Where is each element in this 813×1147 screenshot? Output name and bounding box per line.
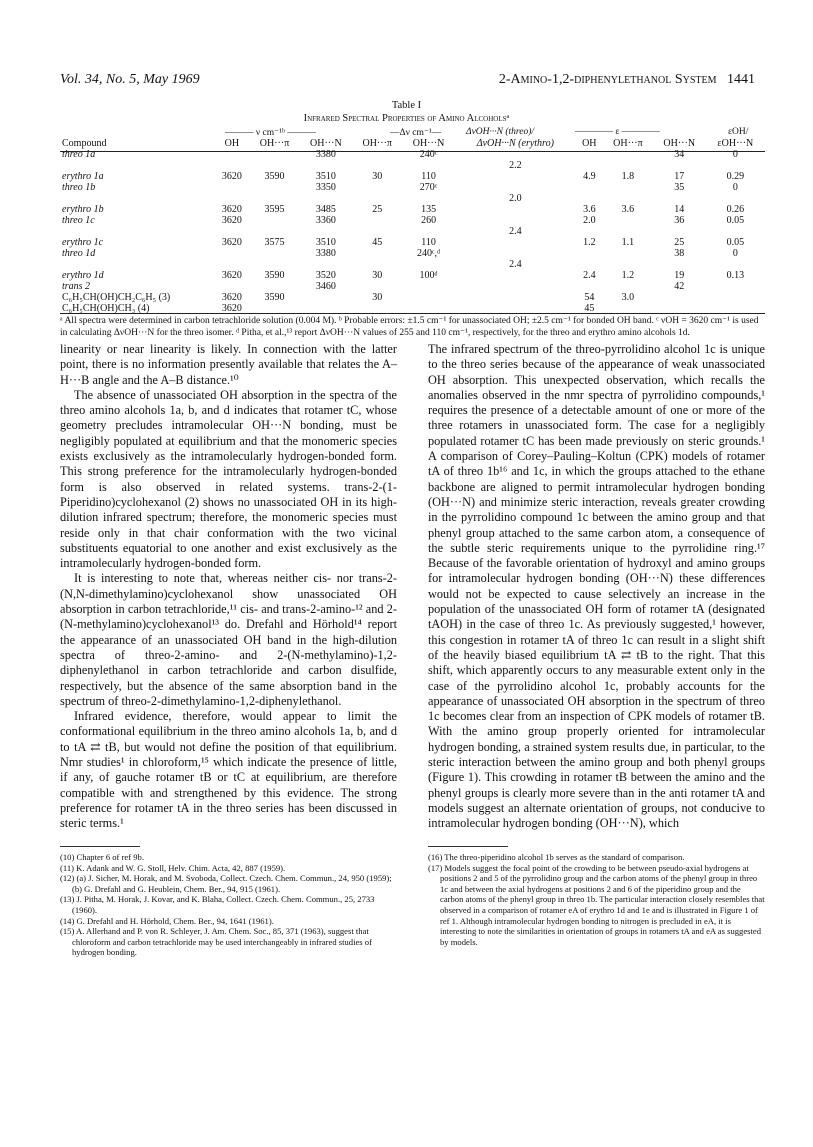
running-title-header [499,72,755,88]
table-row [60,281,765,292]
value-cell [653,259,706,270]
paragraph: Infrared evidence, therefore, would appear to limit the conformational equilibrium in the threo amino alcohols 1a, b, and d to tA ⇄ tB, but would not define the position of that equilibrium. Nmr studies¹ in chloroform,¹⁵ which indicate the presence of little, if any, of gauche rotamer tB or tC at equilibrium, are therefore compatible with and strengthened by this evidence. The strong preference for rotamer tA in the threo series has been discussed in steric terms.¹ [60,709,397,831]
value-cell [299,193,352,204]
value-cell [576,226,603,237]
reference-item: (10) Chapter 6 of ref 9b. [60,852,144,862]
value-cell: 3380 [315,149,336,160]
table-row [60,259,765,270]
value-cell [402,292,455,303]
eps-ratio-group-header: εOH/ [728,127,749,137]
value-cell [603,193,653,204]
value-cell [250,259,300,270]
value-cell [455,248,576,259]
table-footnotes: ᵃ All spectra were determined in carbon tetrachloride solution (0.004 M). ᵇ Probable errors: ±1.5 cm⁻¹ for unassociated OH; ±2.5 cm⁻¹ for bonded OH band. ᶜ νOH = 3620 cm⁻¹ is used in calculating ΔνOH···N for the threo isomer. ᵈ Pitha, et al.,¹³ report ΔνOH···N values of 255 and 110 cm⁻¹, respectively, for the threo and erythro amino alcohols 1d. [60,316,759,338]
value-cell: 25 [372,204,383,215]
value-cell [214,248,250,259]
value-cell [214,193,250,204]
value-cell: 1.1 [621,237,635,248]
refs-rule-left [60,846,140,847]
value-cell [250,226,300,237]
value-cell: 3520 [315,270,336,281]
value-cell [706,292,765,303]
value-cell: 45 [372,237,383,248]
value-cell [402,226,455,237]
value-cell: 3620 [221,292,242,303]
value-cell: 14 [674,204,685,215]
value-cell [214,182,250,193]
value-cell [250,160,300,171]
value-cell: 0 [732,149,738,160]
value-cell: 42 [674,281,685,292]
value-cell: 0.05 [726,237,745,248]
value-cell [214,281,250,292]
ratio-group-header: ΔνOH···N (threo)/ [466,127,535,137]
value-cell: 3.0 [621,292,635,303]
table-row [60,204,765,215]
value-cell: 0 [732,182,738,193]
compound-cell [60,226,214,237]
value-cell: 3590 [264,270,285,281]
value-cell: 240ᶜ [419,149,438,160]
value-cell: 3.6 [621,204,635,215]
value-cell: 17 [674,171,685,182]
table-title: Infrared Spectral Properties of Amino Alcoholsᵃ [303,113,510,124]
value-cell: 2.4 [509,226,522,237]
value-cell [402,160,455,171]
value-cell [576,248,603,259]
value-cell [250,215,300,226]
value-cell [352,193,402,204]
value-cell [250,281,300,292]
table-row [60,193,765,204]
value-cell [214,226,250,237]
value-cell: 3620 [221,303,242,314]
table-row [60,237,765,248]
value-cell [352,160,402,171]
value-cell [402,193,455,204]
value-cell: 3460 [315,281,336,292]
ir-table [60,138,765,314]
left-references [60,852,397,958]
value-cell: 30 [372,292,383,303]
value-cell: 3350 [315,182,336,193]
value-cell: 0.13 [726,270,745,281]
value-cell: 19 [674,270,685,281]
reference-item: (14) G. Drefahl and H. Hörhold, Chem. Ber., 94, 1641 (1961). [60,915,274,926]
value-cell [455,292,576,303]
compound-cell [60,160,214,171]
value-cell [352,182,402,193]
value-cell: 1.2 [583,237,596,248]
value-cell: 36 [674,215,685,226]
value-cell [299,259,352,270]
reference-item: (11) K. Adank and W. G. Stoll, Helv. Chim. Acta, 42, 887 (1959). [60,862,286,873]
compound-cell [60,193,214,204]
column-header: OH···N [412,138,445,149]
value-cell [214,259,250,270]
value-cell: 3620 [221,204,242,215]
value-cell [455,281,576,292]
value-cell: 2.4 [509,259,522,270]
compound-cell: trans 2 [62,281,91,292]
compound-cell [60,259,214,270]
compound-cell: erythro 1c [62,237,104,248]
value-cell: 3620 [221,215,242,226]
column-header: εOH···N [717,138,754,149]
value-cell [402,259,455,270]
value-cell [706,226,765,237]
value-cell: 0 [732,248,738,259]
value-cell [603,215,653,226]
value-cell [352,248,402,259]
compound-cell: C₆H₅CH(OH)CH₂C₆H₅ (3) [62,292,171,303]
compound-cell: threo 1d [62,248,96,259]
value-cell: 2.0 [509,193,522,204]
value-cell: 34 [674,149,685,160]
value-cell [603,160,653,171]
table-row [60,160,765,171]
value-cell: 54 [584,292,595,303]
compound-cell: threo 1c [62,215,95,226]
value-cell: 3590 [264,292,285,303]
value-cell: 4.9 [583,171,596,182]
value-cell [299,226,352,237]
reference-item: (17) Models suggest the focal point of the crowding to be between pseudo-axial hydrogens at positions 2 and 5 of the pyrrolidino group and the carbon atoms of the phenyl group in threo 1c and between the axial hydrogens at positions 2 and 6 of the piperidino group and the carbon atoms of the phenyl group in threo 1b. The particular interaction closely resembles that observed in a comparison of rotamer eA of erythro 1d and 1e and is illustrated in Figure 1 of ref 1. Although intramolecular hydrogen bonding to nitrogen is precluded in eA, it is interesting to note the similarities in orientation of groups in rotamers tA and eA as suggested by models. [428,862,765,947]
value-cell: 2.2 [509,160,522,171]
value-cell [402,281,455,292]
value-cell: 110 [421,237,436,248]
value-cell: 3620 [221,237,242,248]
value-cell: 3590 [264,171,285,182]
value-cell: 30 [372,171,383,182]
paragraph: The infrared spectrum of the threo-pyrrolidino alcohol 1c is unique to the threo series because of the appearance of weak unassociated OH absorption. This unexpected observation, which recalls the anomalies observed in the nmr spectra of pyrrolidino compounds,¹ requires the presence of a detectable amount of one or more of the three rotamers in unassociated form. The case for a negligibly populated rotamer tC has been made previously on steric grounds.¹ A comparison of Corey–Pauling–Koltun (CPK) models of rotamer tA of threo 1b¹⁶ and 1c, in which the groups attached to the ethane backbone are aligned to permit intramolecular hydrogen bonding (OH···N) and minimize steric interaction, reveals greater crowding in the pyrrolidino compound 1c between the amino group and that phenyl group attached to the same carbon atom, a consequence of the subtle steric requirements unique to the pyrrolidine ring.¹⁷ Because of the favorable orientation of hydroxyl and amino groups for intramolecular hydrogen bonding (OH···N) these differences would not be expected to cause selectively an increase in the population of the unassociated OH form of rotamer tA (designated tAOH) in the case of threo 1c. As previously suggested,¹ however, this congestion in rotamer tA of threo 1c can result in a slight shift of the heavily biased equilibrium tA ⇄ tB to the right. That this shift, which apparently occurs to any measurable extent only in the case of the pyrrolidino alcohol 1c, probably accounts for the appearance of unassociated OH absorption in the spectrum of threo 1c becomes clear from an inspection of CPK models of rotamer tB. With the amino group properly oriented for intramolecular hydrogen bonding, a strained system results due, in particular, to the steric interaction between the amino group and both phenyl groups (Figure 1). This crowding in rotamer tB between the amino and the phenyl groups is clearly more severe than in the anti rotamer tA and models suggest an alternate orientation of groups, not conducive to intramolecular hydrogen bonding (OH···N), which [428,342,765,831]
value-cell: 1.2 [621,270,635,281]
value-cell [352,259,402,270]
column-header: Compound [62,138,107,149]
value-cell [653,292,706,303]
value-cell [603,259,653,270]
value-cell: 3510 [315,171,336,182]
value-cell [299,292,352,303]
table-row [60,182,765,193]
compound-cell: erythro 1d [62,270,104,281]
table-row [60,226,765,237]
value-cell [576,259,603,270]
value-cell: 35 [674,182,685,193]
value-cell [653,193,706,204]
value-cell: 25 [674,237,685,248]
value-cell [250,248,300,259]
compound-cell: threo 1a [62,149,96,160]
column-header: OH [224,138,240,149]
value-cell [455,237,576,248]
value-cell: 1.8 [621,171,635,182]
right-references [428,852,765,947]
value-cell [706,259,765,270]
compound-cell: erythro 1b [62,204,104,215]
table-bottom-rule [60,313,765,314]
value-cell: 0.26 [726,204,745,215]
value-cell: 240ᶜ,ᵈ [416,248,441,259]
column-header: OH···π [259,138,290,149]
value-cell [576,160,603,171]
value-cell: 45 [584,303,595,314]
table-header-row [60,138,765,149]
compound-cell: erythro 1a [62,171,104,182]
refs-rule-right [428,846,508,847]
compound-cell: threo 1b [62,182,96,193]
paragraph: It is interesting to note that, whereas neither cis- nor trans-2-(N,N-dimethylamino)cyclohexanol show unassociated OH absorption in carbon tetrachloride,¹¹ cis- and trans-2-amino-¹² and 2-(N-methylamino)cyclohexanol¹³ do. Drefahl and Hörhold¹⁴ report the appearance of an unassociated OH band in the high-dilution spectra of threo-2-amino- and 2-(N-methylamino)-1,2-diphenylethanol in carbon tetrachloride and carbon disulfide, respectively, but the absence of the same absorption band in the spectrum of threo-2-dimethylamino-1,2-diphenylethanol. [60,571,397,708]
value-cell: 3.6 [583,204,596,215]
reference-item: (15) A. Allerhand and P. von R. Schleyer, J. Am. Chem. Soc., 85, 371 (1963), suggest that chloroform and carbon tetrachloride may be used interchangeably in infrared studies of hydrogen bonding. [60,926,372,958]
value-cell [576,193,603,204]
value-cell [455,204,576,215]
reference-item: (13) J. Pitha, M. Horak, J. Kovar, and K. Blaha, Collect. Czech. Chem. Commun., 25, 2733 (1960). [60,894,375,915]
table-row [60,292,765,303]
nu-group-header: ——— ν cm⁻¹ᵇ ——— [225,128,316,138]
value-cell: 0.05 [726,215,745,226]
table-body [60,149,765,314]
value-cell [250,193,300,204]
column-header: OH [582,138,597,149]
value-cell: 3620 [221,270,242,281]
value-cell: 260 [421,215,437,226]
value-cell [250,182,300,193]
value-cell [653,160,706,171]
column-header: OH···N [310,138,342,149]
value-cell [352,215,402,226]
value-cell [603,226,653,237]
table-row [60,248,765,259]
value-cell [576,281,603,292]
value-cell [603,281,653,292]
value-cell: 100ᵈ [419,270,438,281]
table-header-rule [60,151,765,152]
table-row [60,171,765,182]
left-column [60,342,397,832]
page-number: 1441 [727,72,755,87]
value-cell: 3595 [264,204,285,215]
value-cell: 270ᶜ [419,182,438,193]
value-cell: 135 [421,204,437,215]
value-cell [706,281,765,292]
value-cell [352,226,402,237]
value-cell [653,226,706,237]
compound-cell: C₆H₅CH(OH)CH₃ (4) [62,303,150,314]
value-cell: 38 [674,248,685,259]
value-cell [299,160,352,171]
value-cell: 3575 [264,237,285,248]
value-cell: 3380 [315,248,336,259]
journal-volume-header: Vol. 34, No. 5, May 1969 [60,72,200,87]
reference-item: (12) (a) J. Sicher, M. Horak, and M. Svoboda, Collect. Czech. Chem. Commun., 24, 950 (1959); (b) G. Drefahl and G. Heublein, Chem. Ber., 94, 915 (1961). [60,873,392,894]
column-header: ΔνOH···N (erythro) [476,138,554,149]
value-cell [706,160,765,171]
paragraph: The absence of unassociated OH absorption in the spectra of the threo amino alcohols 1a, b, and d indicates that rotamer tC, whose geometry precludes intramolecular OH···N bonding, must be negligibly populated at equilibrium and that the monomeric species exists exclusively as the intramolecularly hydrogen-bonded form. This strong preference for the intramolecularly hydrogen-bonded form is also observed in related systems. trans-2-(1-Piperidino)cyclohexanol (2) shows no unassociated OH in its high-dilution infrared spectrum; therefore, the monomeric species must reside only in that chair conformation with the two vicinal substituents equatorial to one another and exist exclusively as the intramolecularly hydrogen-bonded form. [60,387,397,571]
paragraph: linearity or near linearity is likely. In connection with the latter point, there is no information presently available that relates the A–H···B angle and the A–B distance.¹⁰ [60,342,397,387]
value-cell [576,182,603,193]
value-cell [706,193,765,204]
value-cell [455,182,576,193]
value-cell [603,182,653,193]
value-cell [455,171,576,182]
running-title: 2-Amino-1,2-diphenylethanol System [498,72,717,87]
column-header: OH···π [362,138,392,149]
value-cell: 2.4 [583,270,596,281]
value-cell: 110 [421,171,436,182]
value-cell [214,160,250,171]
column-header: OH···π [613,138,643,149]
value-cell [455,215,576,226]
value-cell: 3510 [315,237,336,248]
table-row [60,215,765,226]
value-cell: 30 [372,270,383,281]
epsilon-group-header: ———— ε ———— [575,127,660,137]
value-cell: 3360 [315,215,336,226]
table-label: Table I [391,100,422,111]
value-cell [455,270,576,281]
table-row [60,270,765,281]
value-cell: 3620 [221,171,242,182]
right-column [428,342,765,832]
column-header: OH···N [663,138,696,149]
reference-item: (16) The threo-piperidino alcohol 1b serves as the standard of comparison. [428,852,685,862]
value-cell [352,281,402,292]
dnu-group-header: —Δν cm⁻¹— [390,128,442,138]
value-cell: 0.29 [726,171,745,182]
value-cell: 3485 [315,204,336,215]
value-cell: 2.0 [583,215,596,226]
value-cell [603,248,653,259]
